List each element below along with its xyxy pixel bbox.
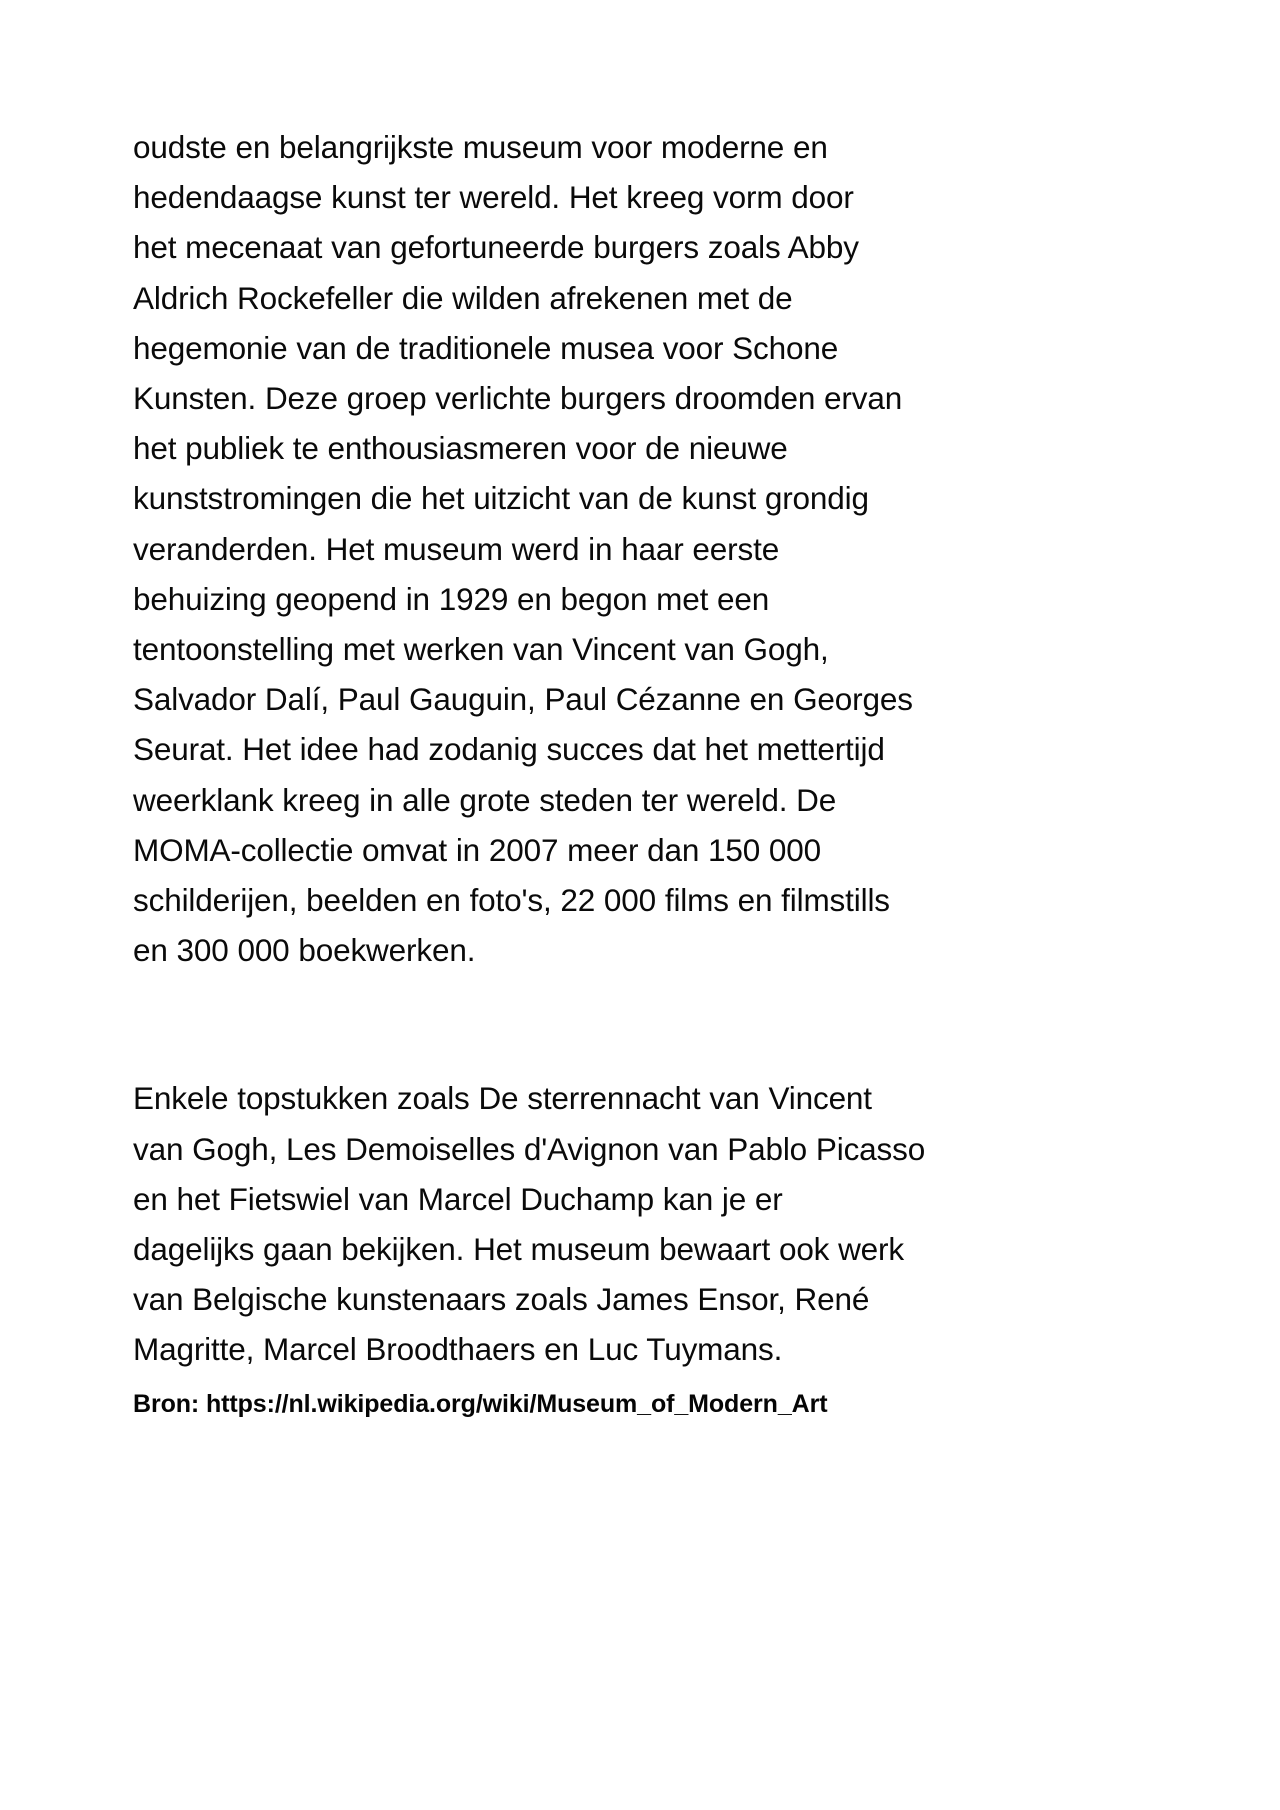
text-line: en 300 000 boekwerken.: [133, 932, 476, 969]
text-line: veranderden. Het museum werd in haar eerste: [133, 530, 780, 567]
text-line: hedendaagse kunst ter wereld. Het kreeg vorm door: [133, 179, 854, 216]
text-line: Aldrich Rockefeller die wilden afrekenen met de: [133, 279, 793, 316]
text-line: van Belgische kunstenaars zoals James Ensor, René: [133, 1281, 870, 1318]
text-line: Seurat. Het idee had zodanig succes dat het mettertijd: [133, 731, 885, 768]
text-line: het publiek te enthousiasmeren voor de nieuwe: [133, 430, 788, 467]
text-line: weerklank kreeg in alle grote steden ter wereld. De: [133, 781, 837, 818]
text-line: en het Fietswiel van Marcel Duchamp kan je er: [133, 1180, 783, 1217]
text-line: Kunsten. Deze groep verlichte burgers droomden ervan: [133, 380, 903, 417]
text-line: het mecenaat van gefortuneerde burgers zoals Abby: [133, 229, 859, 266]
text-line: dagelijks gaan bekijken. Het museum bewaart ook werk: [133, 1231, 904, 1268]
text-line: Magritte, Marcel Broodthaers en Luc Tuymans.: [133, 1331, 783, 1368]
paragraph-moma-highlights: [133, 1073, 989, 1374]
text-line: MOMA-collectie omvat in 2007 meer dan 150 000: [133, 831, 822, 868]
paragraph-spacer: [133, 975, 989, 1073]
text-line: tentoonstelling met werken van Vincent van Gogh,: [133, 631, 829, 668]
text-line: behuizing geopend in 1929 en begon met een: [133, 580, 770, 617]
text-line: hegemonie van de traditionele musea voor Schone: [133, 329, 839, 366]
text-line: van Gogh, Les Demoiselles d'Avignon van Pablo Picasso: [133, 1130, 926, 1167]
text-line: oudste en belangrijkste museum voor moderne en: [133, 129, 828, 165]
text-line: Salvador Dalí, Paul Gauguin, Paul Cézanne en Georges: [133, 681, 913, 718]
document-text-column: [133, 122, 989, 1424]
text-line: Enkele topstukken zoals De sterrennacht van Vincent: [133, 1080, 872, 1117]
paragraph-moma-history: [133, 122, 989, 975]
text-line: kunststromingen die het uitzicht van de kunst grondig: [133, 480, 869, 517]
text-line: schilderijen, beelden en foto's, 22 000 films en filmstills: [133, 882, 890, 919]
source-citation: Bron: https://nl.wikipedia.org/wiki/Museum_of_Modern_Art: [133, 1389, 828, 1418]
